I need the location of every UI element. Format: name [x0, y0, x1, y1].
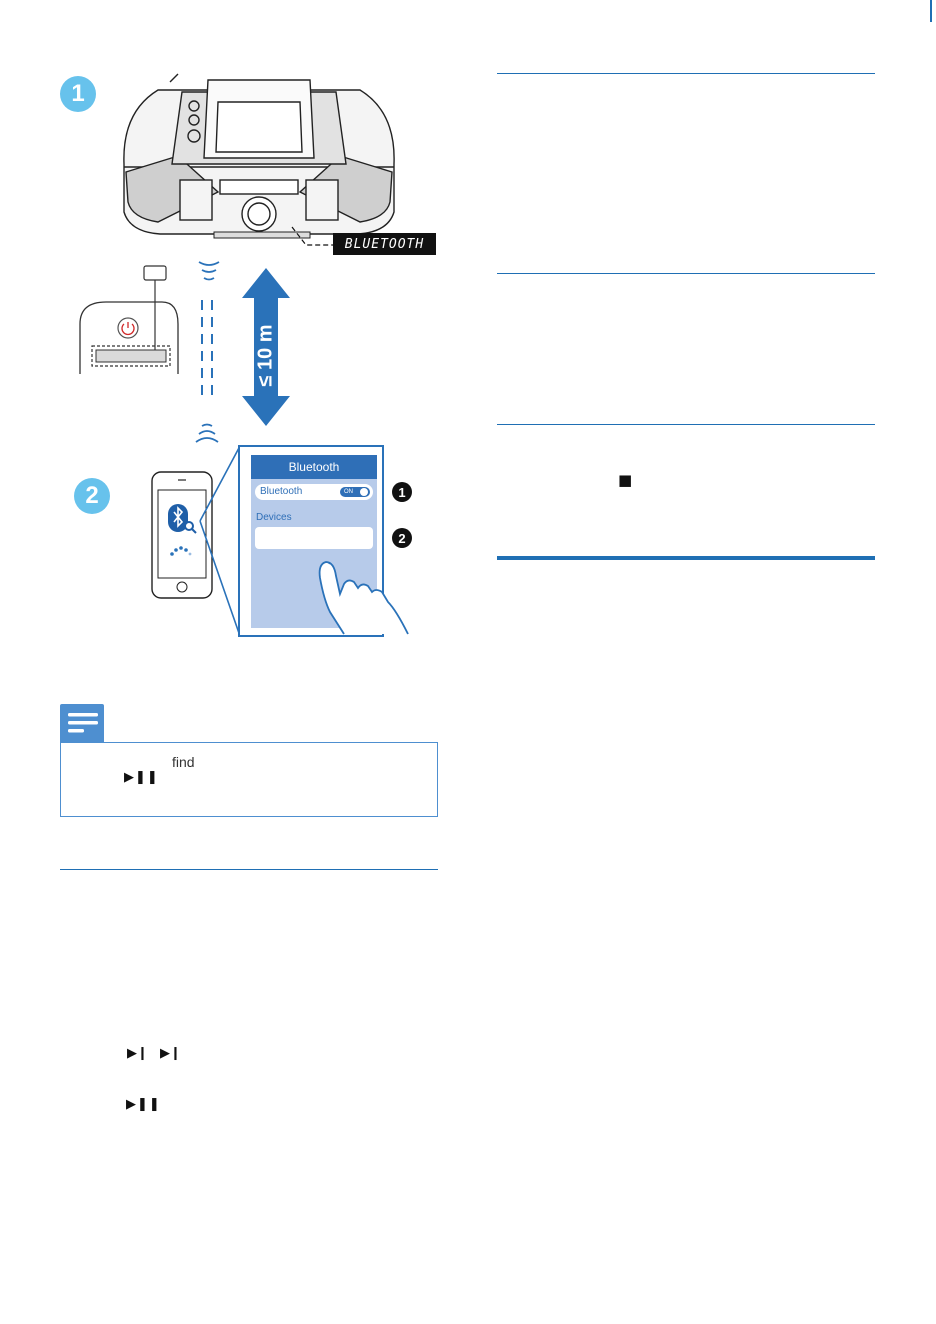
remote-control-illustration	[76, 262, 186, 378]
toggle-knob	[360, 488, 368, 496]
right-rule-1	[497, 73, 875, 74]
bluetooth-row-label: Bluetooth	[260, 486, 303, 497]
page-edge-accent	[930, 0, 932, 22]
callout-1: 1	[392, 482, 412, 502]
device-list-item[interactable]	[255, 527, 373, 549]
bluetooth-toggle[interactable]: ON	[340, 487, 370, 497]
note-box	[60, 742, 438, 817]
play-pause-icon: ▶❚❚	[126, 1097, 161, 1112]
zoom-connector	[196, 440, 242, 640]
wireless-link-dashes	[198, 300, 218, 400]
step-1-badge: 1	[60, 76, 96, 112]
left-section-rule	[60, 869, 438, 870]
step-2-badge: 2	[74, 478, 110, 514]
right-rule-2	[497, 273, 875, 274]
wireless-signal-top	[194, 256, 224, 286]
note-text-find: find	[172, 754, 195, 770]
note-icon	[68, 713, 98, 735]
stop-icon: ■	[618, 471, 633, 489]
pointing-hand-icon	[300, 550, 412, 636]
distance-label: ≤ 10 m	[254, 323, 277, 387]
callout-2: 2	[392, 528, 412, 548]
devices-label: Devices	[256, 512, 292, 523]
note-play-pause-icon: ▶❚❚	[124, 770, 159, 785]
device-display-readout: BLUETOOTH	[333, 233, 436, 255]
skip-icon-2: ▶❙	[160, 1046, 181, 1061]
boombox-illustration	[118, 72, 400, 242]
right-rule-thick	[497, 556, 875, 560]
skip-icon-1: ▶❙	[127, 1046, 148, 1061]
settings-title: Bluetooth	[288, 460, 340, 474]
right-rule-3	[497, 424, 875, 425]
